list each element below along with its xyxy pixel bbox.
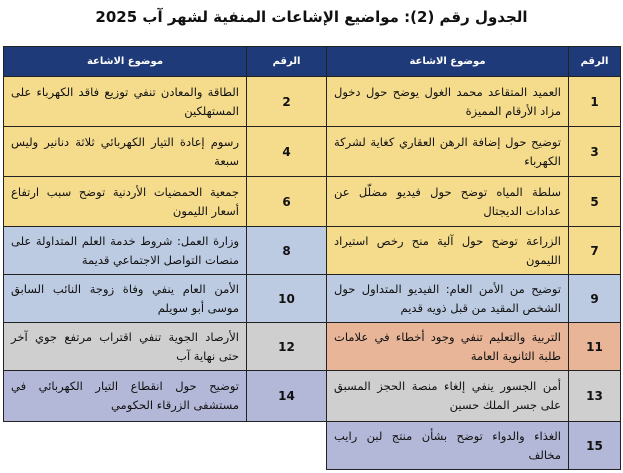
right-number-header: الرقم (569, 47, 621, 77)
table-row (4, 275, 621, 323)
rumor-number: 15 (569, 422, 621, 470)
rumor-number: 13 (569, 371, 621, 422)
rumor-subject: رسوم إعادة التيار الكهربائي ثلاثة دنانير وليس سبعة (4, 127, 247, 177)
table-row (4, 422, 621, 470)
left-number-header: الرقم (247, 47, 327, 77)
table-title: الجدول رقم (2): مواضيع الإشاعات المنفية لشهر آب 2025 (95, 8, 528, 26)
rumor-subject: الغذاء والدواء توضح بشأن منتج لبن رايب مخالف (327, 422, 569, 470)
right-subject-header: موضوع الاشاعة (327, 47, 569, 77)
rumor-number: 5 (569, 177, 621, 227)
table-row (4, 127, 621, 177)
table-row (4, 77, 621, 127)
table-row (4, 177, 621, 227)
rumor-subject: العميد المتقاعد محمد الغول يوضح حول دخول مزاد الأرقام المميزة (327, 77, 569, 127)
rumor-number: 2 (247, 77, 327, 127)
empty-cell (247, 422, 327, 470)
rumor-subject: وزارة العمل: شروط خدمة العلم المتداولة على منصات التواصل الاجتماعي قديمة (4, 227, 247, 275)
table-row (4, 371, 621, 422)
rumor-subject: توضيح حول انقطاع التيار الكهربائي في مستشفى الزرقاء الحكومي (4, 371, 247, 422)
table-header-row (4, 47, 621, 77)
rumor-number: 14 (247, 371, 327, 422)
rumor-subject: التربية والتعليم تنفي وجود أخطاء في علامات طلبة الثانوية العامة (327, 323, 569, 371)
rumor-subject: توضيح حول إضافة الرهن العقاري كغاية لشركة الكهرباء (327, 127, 569, 177)
rumor-number: 10 (247, 275, 327, 323)
rumor-number: 11 (569, 323, 621, 371)
rumor-number: 1 (569, 77, 621, 127)
rumor-subject: الطاقة والمعادن تنفي توزيع فاقد الكهرباء على المستهلكين (4, 77, 247, 127)
rumor-subject: جمعية الحمضيات الأردنية توضح سبب ارتفاع أسعار الليمون (4, 177, 247, 227)
rumor-subject: الأرصاد الجوية تنفي اقتراب مرتفع جوي آخر حتى نهاية آب (4, 323, 247, 371)
rumor-number: 3 (569, 127, 621, 177)
rumor-number: 6 (247, 177, 327, 227)
table-row (4, 323, 621, 371)
rumor-number: 8 (247, 227, 327, 275)
rumor-subject: الأمن العام ينفي وفاة زوجة النائب السابق موسى أبو سويلم (4, 275, 247, 323)
rumor-number: 12 (247, 323, 327, 371)
rumor-number: 4 (247, 127, 327, 177)
empty-cell (4, 422, 247, 470)
rumor-subject: سلطة المياه توضح حول فيديو مضلّل عن عدادات الديجتال (327, 177, 569, 227)
rumor-number: 7 (569, 227, 621, 275)
left-subject-header: موضوع الاشاعة (4, 47, 247, 77)
rumors-table (3, 46, 621, 470)
rumor-number: 9 (569, 275, 621, 323)
table-row (4, 227, 621, 275)
rumor-subject: توضيح من الأمن العام: الفيديو المتداول حول الشخص المقيد من قبل ذويه قديم (327, 275, 569, 323)
rumor-subject: الزراعة توضح حول آلية منح رخص استيراد الليمون (327, 227, 569, 275)
rumor-subject: أمن الجسور ينفي إلغاء منصة الحجز المسبق على جسر الملك حسين (327, 371, 569, 422)
